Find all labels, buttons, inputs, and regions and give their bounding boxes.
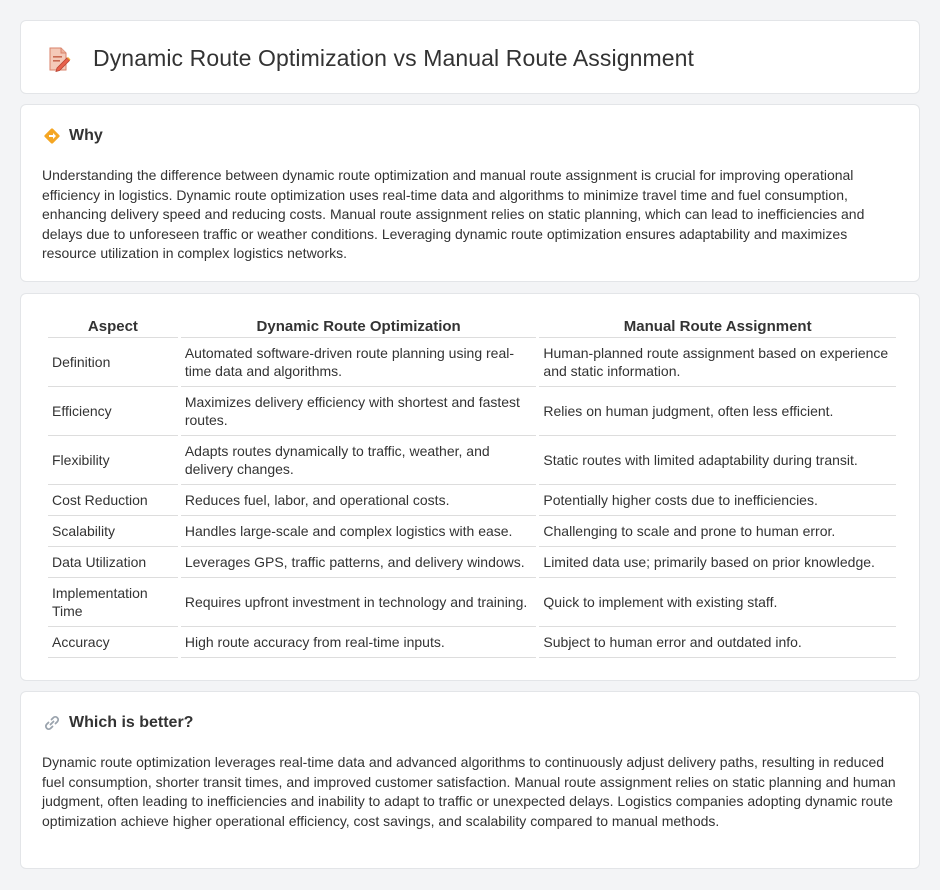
dynamic-cell: Adapts routes dynamically to traffic, weather, and delivery changes. xyxy=(181,436,537,485)
dynamic-cell: Leverages GPS, traffic patterns, and delivery windows. xyxy=(181,547,537,578)
manual-cell: Static routes with limited adaptability during transit. xyxy=(539,436,896,485)
dynamic-cell: Maximizes delivery efficiency with shortest and fastest routes. xyxy=(181,387,537,436)
document-pencil-icon xyxy=(47,46,71,72)
table-row xyxy=(48,338,896,387)
why-heading xyxy=(43,127,103,145)
page-title: Dynamic Route Optimization vs Manual Route Assignment xyxy=(93,45,695,71)
better-heading xyxy=(43,714,193,732)
aspect-cell: Efficiency xyxy=(48,387,178,436)
manual-cell: Potentially higher costs due to inefficiencies. xyxy=(539,485,896,516)
dynamic-cell: Reduces fuel, labor, and operational costs. xyxy=(181,485,537,516)
why-section xyxy=(20,104,920,282)
manual-cell: Limited data use; primarily based on prior knowledge. xyxy=(539,547,896,578)
aspect-cell: Implementation Time xyxy=(48,578,178,627)
header-dynamic: Dynamic Route Optimization xyxy=(181,317,537,338)
table-row xyxy=(48,578,896,627)
dynamic-cell: Requires upfront investment in technology and training. xyxy=(181,578,537,627)
manual-cell: Human-planned route assignment based on experience and static information. xyxy=(539,338,896,387)
aspect-cell: Cost Reduction xyxy=(48,485,178,516)
manual-cell: Quick to implement with existing staff. xyxy=(539,578,896,627)
table-row xyxy=(48,436,896,485)
manual-cell: Relies on human judgment, often less efficient. xyxy=(539,387,896,436)
aspect-cell: Scalability xyxy=(48,516,178,547)
aspect-cell: Definition xyxy=(48,338,178,387)
table-row xyxy=(48,387,896,436)
better-title: Which is better? xyxy=(69,714,194,731)
table-row xyxy=(48,485,896,516)
better-text: Dynamic route optimization leverages real-time data and advanced algorithms to continuously adjust delivery paths, resulting in reduced fuel consumption, shorter transit times, and improved customer satisfaction. Manual route assignment relies on static planning and human judgment, often leading to inefficiencies and inability to adapt to traffic or unexpected delays. Logistics companies adopting dynamic route optimization achieve higher operational efficiency, cost savings, and scalability compared to manual methods. xyxy=(42,754,896,829)
title-row xyxy=(47,45,694,72)
why-title: Why xyxy=(69,127,103,144)
why-text: Understanding the difference between dynamic route optimization and manual route assignment is crucial for improving operational efficiency in logistics. Dynamic route optimization uses real-time data and algorithms to minimize travel time and fuel consumption, enhancing delivery speed and reducing costs. Manual route assignment relies on static planning, which can lead to inefficiencies and delays due to unforeseen traffic or weather conditions. Leveraging dynamic route optimization ensures adaptability and maximizes resource utilization in complex logistics networks. xyxy=(42,167,865,261)
comparison-section xyxy=(20,293,920,681)
dynamic-cell: High route accuracy from real-time inputs. xyxy=(181,627,537,658)
comparison-table xyxy=(45,317,899,658)
table-row xyxy=(48,547,896,578)
aspect-cell: Flexibility xyxy=(48,436,178,485)
better-section xyxy=(20,691,920,869)
link-icon xyxy=(43,714,61,732)
table-row xyxy=(48,516,896,547)
manual-cell: Subject to human error and outdated info. xyxy=(539,627,896,658)
dynamic-cell: Handles large-scale and complex logistics with ease. xyxy=(181,516,537,547)
table-row xyxy=(48,627,896,658)
aspect-cell: Accuracy xyxy=(48,627,178,658)
aspect-cell: Data Utilization xyxy=(48,547,178,578)
table-header-row xyxy=(48,317,896,338)
dynamic-cell: Automated software-driven route planning using real-time data and algorithms. xyxy=(181,338,537,387)
header-manual: Manual Route Assignment xyxy=(539,317,896,338)
header-aspect: Aspect xyxy=(48,317,178,338)
header-card xyxy=(20,20,920,94)
manual-cell: Challenging to scale and prone to human error. xyxy=(539,516,896,547)
diamond-arrow-icon xyxy=(43,127,61,145)
